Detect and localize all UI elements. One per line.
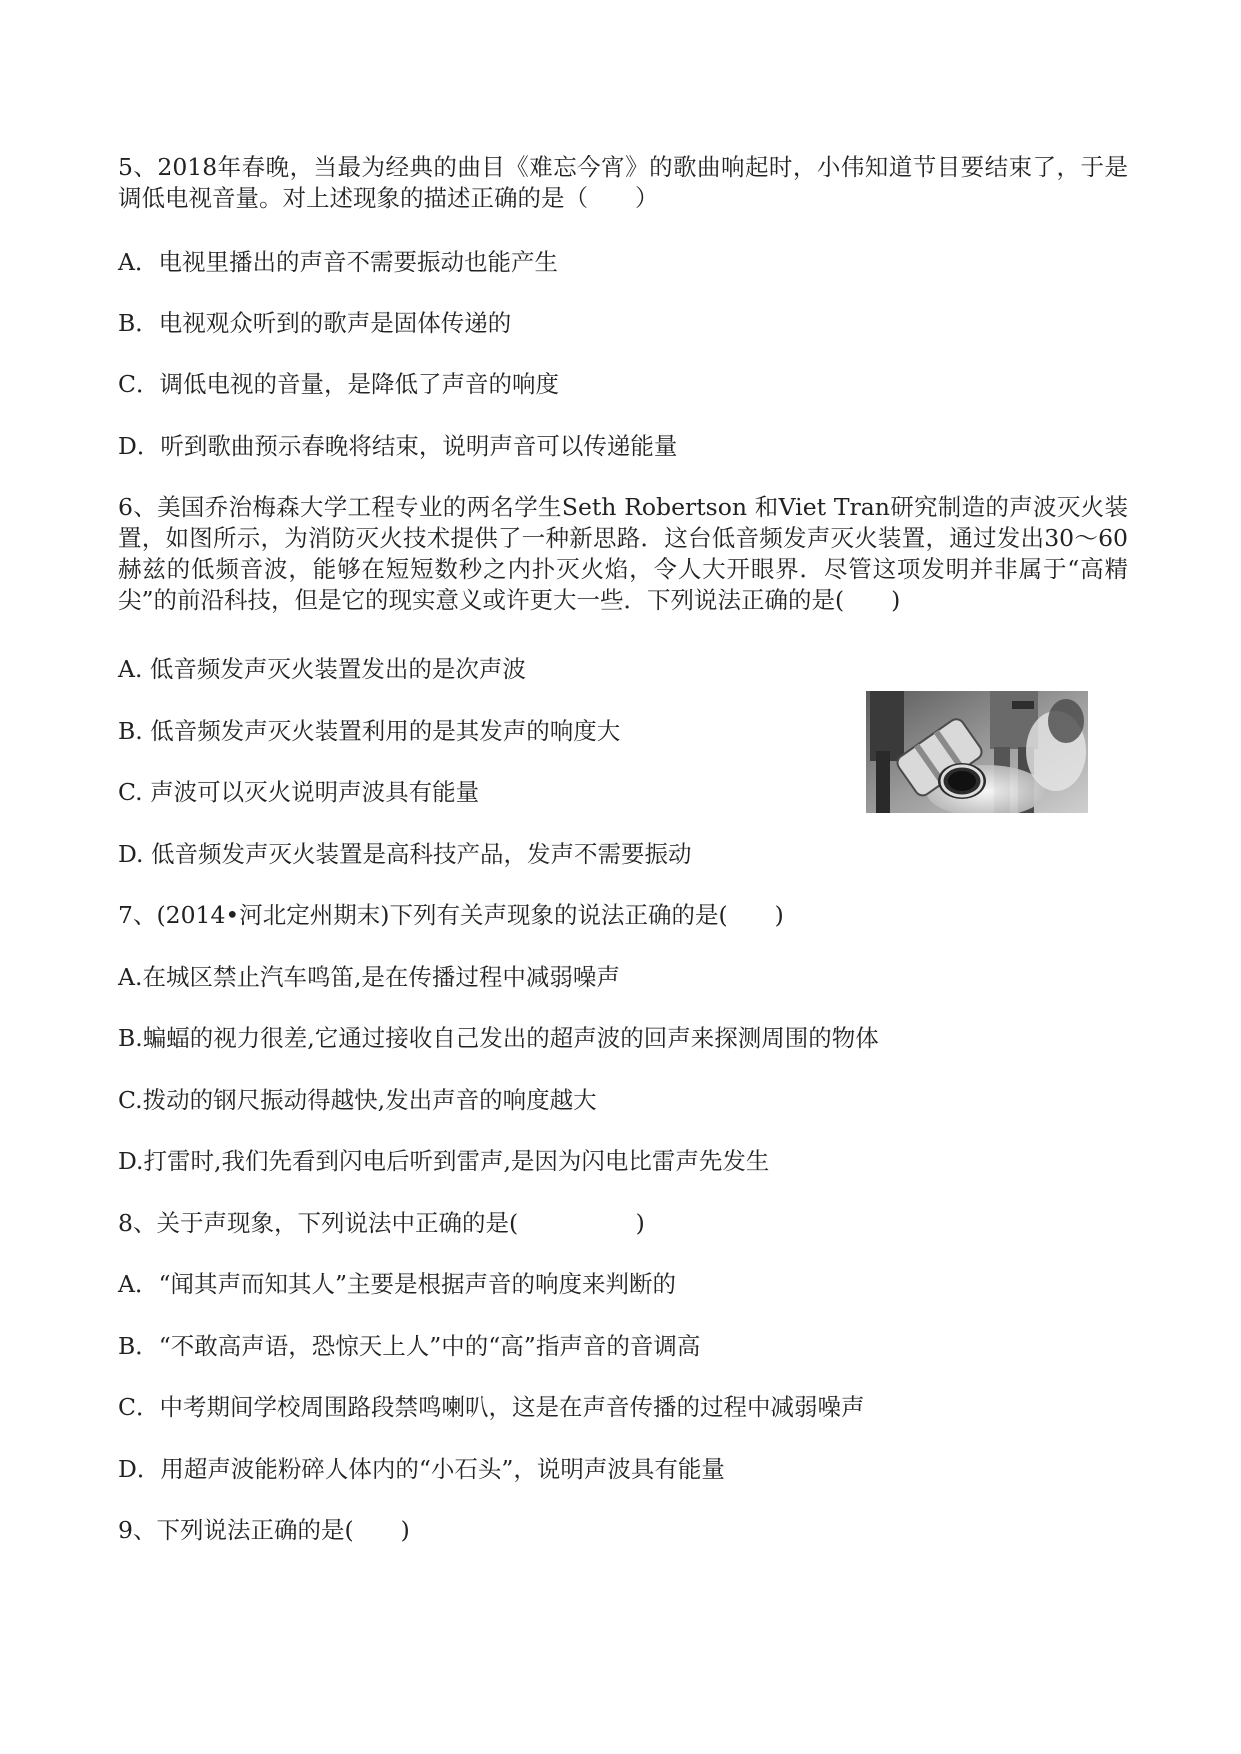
question-6-option-b: B. 低音频发声灭火装置利用的是其发声的响度大 [118,717,621,745]
question-6-option-d: D. 低音频发声灭火装置是高科技产品，发声不需要振动 [118,840,692,868]
photo-illustration [866,691,1088,813]
question-5-option-d: D．听到歌曲预示春晚将结束，说明声音可以传递能量 [118,432,678,460]
fire-extinguisher-photo [866,691,1088,813]
question-5-option-c: C．调低电视的音量，是降低了声音的响度 [118,370,559,398]
question-7-option-a: A.在城区禁止汽车鸣笛,是在传播过程中减弱噪声 [118,963,620,991]
question-7-option-b: B.蝙蝠的视力很差,它通过接收自己发出的超声波的回声来探测周围的物体 [118,1024,879,1052]
question-7-stem: 7、(2014•河北定州期末)下列有关声现象的说法正确的是( ) [118,901,784,929]
question-8-option-a: A．“闻其声而知其人”主要是根据声音的响度来判断的 [118,1270,676,1298]
question-5-option-a: A．电视里播出的声音不需要振动也能产生 [118,248,558,276]
question-7-option-c: C.拨动的钢尺振动得越快,发出声音的响度越大 [118,1086,597,1114]
question-6-option-a: A. 低音频发声灭火装置发出的是次声波 [118,655,526,683]
question-8-option-c: C．中考期间学校周围路段禁鸣喇叭，这是在声音传播的过程中减弱噪声 [118,1393,865,1421]
question-5-stem: 5、2018年春晚，当最为经典的曲目《难忘今宵》的歌曲响起时，小伟知道节目要结束了，于是调低电视音量。对上述现象的描述正确的是（ ） [118,153,1128,212]
question-5-option-b: B．电视观众听到的歌声是固体传递的 [118,309,512,337]
question-8-stem: 8、关于声现象，下列说法中正确的是( ) [118,1209,645,1237]
question-7-option-d: D.打雷时,我们先看到闪电后听到雷声,是因为闪电比雷声先发生 [118,1147,770,1175]
question-6-option-c: C. 声波可以灭火说明声波具有能量 [118,778,480,806]
question-6-stem: 6、美国乔治梅森大学工程专业的两名学生Seth Robertson 和Viet Tran研究制造的声波灭火装置，如图所示，为消防灭火技术提供了一种新思路．这台低音频发声灭火装置，通过发出30～60赫兹的低频音波，能够在短短数秒之内扑灭火焰，令人大开眼界．尽管这项发明并非属于“高精尖”的前沿科技，但是它的现实意义或许更大一些．下列说法正确的是( ) [118,493,1128,614]
question-8-option-d: D．用超声波能粉碎人体内的“小石头”，说明声波具有能量 [118,1455,725,1483]
question-8-option-b: B．“不敢高声语，恐惊天上人”中的“高”指声音的音调高 [118,1332,701,1360]
question-9-stem: 9、下列说法正确的是( ) [118,1516,410,1544]
